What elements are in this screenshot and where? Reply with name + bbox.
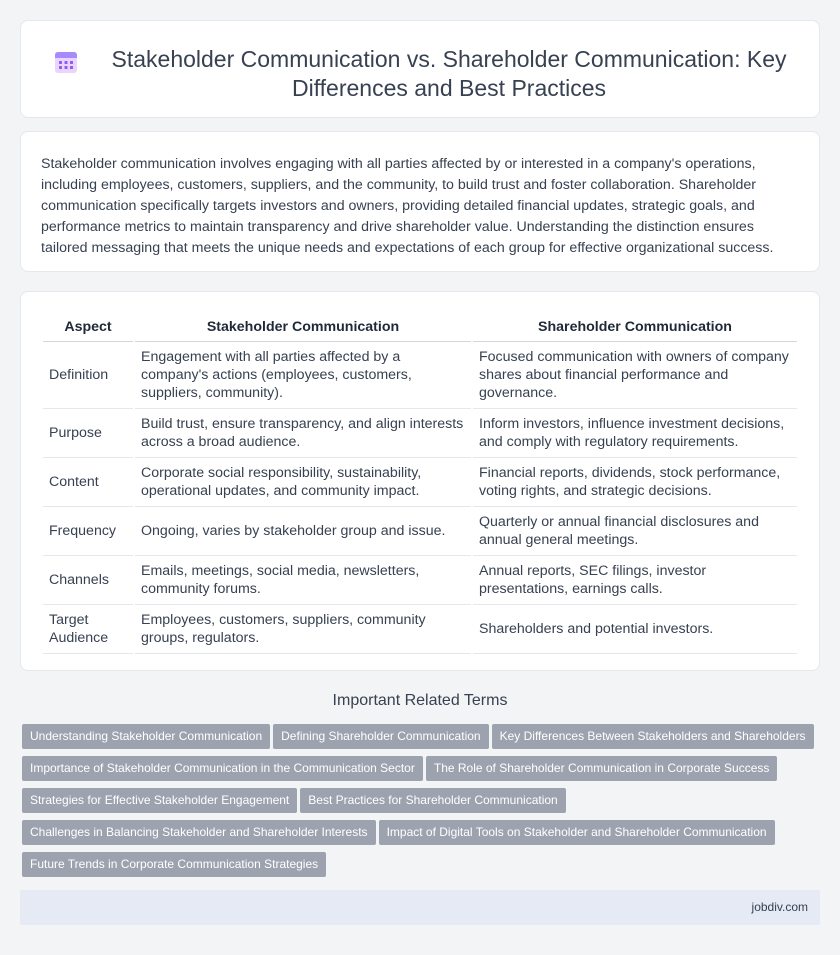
- related-term-tag[interactable]: Understanding Stakeholder Communication: [22, 724, 270, 749]
- related-term-tag[interactable]: Key Differences Between Stakeholders and Shareholders: [492, 724, 814, 749]
- footer-site-link[interactable]: jobdiv.com: [751, 900, 808, 914]
- comparison-table-card: [20, 291, 820, 671]
- row-shareholder: Inform investors, influence investment decisions, and comply with regulatory requirements.: [473, 409, 797, 458]
- table-row: [43, 507, 797, 556]
- row-shareholder: Financial reports, dividends, stock performance, voting rights, and strategic decisions.: [473, 458, 797, 507]
- table-row: [43, 409, 797, 458]
- related-term-tag[interactable]: Importance of Stakeholder Communication in the Communication Sector: [22, 756, 423, 781]
- summary-text: Stakeholder communication involves engaging with all parties affected by or interested in a company's operations, including employees, customers, suppliers, and the community, to build trust and foster collaboration. Shareholder communication specifically targets investors and owners, providing detailed financial updates, strategic goals, and performance metrics to maintain transparency and drive shareholder value. Understanding the distinction ensures tailored messaging that meets the unique needs and expectations of each group for effective organizational success.: [41, 156, 774, 256]
- table-row: [43, 342, 797, 409]
- row-stakeholder: Employees, customers, suppliers, community groups, regulators.: [135, 605, 471, 654]
- row-shareholder: Focused communication with owners of company shares about financial performance and governance.: [473, 342, 797, 409]
- row-shareholder: Quarterly or annual financial disclosures and annual general meetings.: [473, 507, 797, 556]
- related-term-tag[interactable]: Strategies for Effective Stakeholder Engagement: [22, 788, 297, 813]
- related-term-tag[interactable]: The Role of Shareholder Communication in Corporate Success: [426, 756, 778, 781]
- related-terms-list: [22, 724, 822, 884]
- row-aspect: Purpose: [43, 409, 133, 458]
- header-stakeholder: Stakeholder Communication: [135, 312, 471, 342]
- related-term-tag[interactable]: Challenges in Balancing Stakeholder and Shareholder Interests: [22, 820, 376, 845]
- row-stakeholder: Corporate social responsibility, sustainability, operational updates, and community impact.: [135, 458, 471, 507]
- summary-card: [20, 131, 820, 272]
- row-stakeholder: Ongoing, varies by stakeholder group and issue.: [135, 507, 471, 556]
- row-shareholder: Shareholders and potential investors.: [473, 605, 797, 654]
- title-card: [20, 20, 820, 118]
- table-row: [43, 556, 797, 605]
- table-header-row: [43, 312, 797, 342]
- header-aspect: Aspect: [43, 312, 133, 342]
- related-term-tag[interactable]: Best Practices for Shareholder Communication: [300, 788, 565, 813]
- row-stakeholder: Emails, meetings, social media, newsletters, community forums.: [135, 556, 471, 605]
- page-title: Stakeholder Communication vs. Shareholder Communication: Key Differences and Best Practices: [111, 46, 787, 101]
- header-shareholder: Shareholder Communication: [473, 312, 797, 342]
- row-shareholder: Annual reports, SEC filings, investor presentations, earnings calls.: [473, 556, 797, 605]
- related-term-tag[interactable]: Future Trends in Corporate Communication Strategies: [22, 852, 326, 877]
- related-terms-title: Important Related Terms: [332, 692, 508, 709]
- row-aspect: Channels: [43, 556, 133, 605]
- footer: [20, 890, 820, 925]
- table-row: [43, 605, 797, 654]
- related-term-tag[interactable]: Impact of Digital Tools on Stakeholder and Shareholder Communication: [379, 820, 775, 845]
- row-aspect: Definition: [43, 342, 133, 409]
- row-aspect: Content: [43, 458, 133, 507]
- row-stakeholder: Build trust, ensure transparency, and align interests across a broad audience.: [135, 409, 471, 458]
- comparison-table: [41, 312, 799, 654]
- related-term-tag[interactable]: Defining Shareholder Communication: [273, 724, 488, 749]
- calendar-icon: [51, 47, 81, 77]
- row-aspect: Frequency: [43, 507, 133, 556]
- table-row: [43, 458, 797, 507]
- row-aspect: Target Audience: [43, 605, 133, 654]
- row-stakeholder: Engagement with all parties affected by a company's actions (employees, customers, suppliers, community).: [135, 342, 471, 409]
